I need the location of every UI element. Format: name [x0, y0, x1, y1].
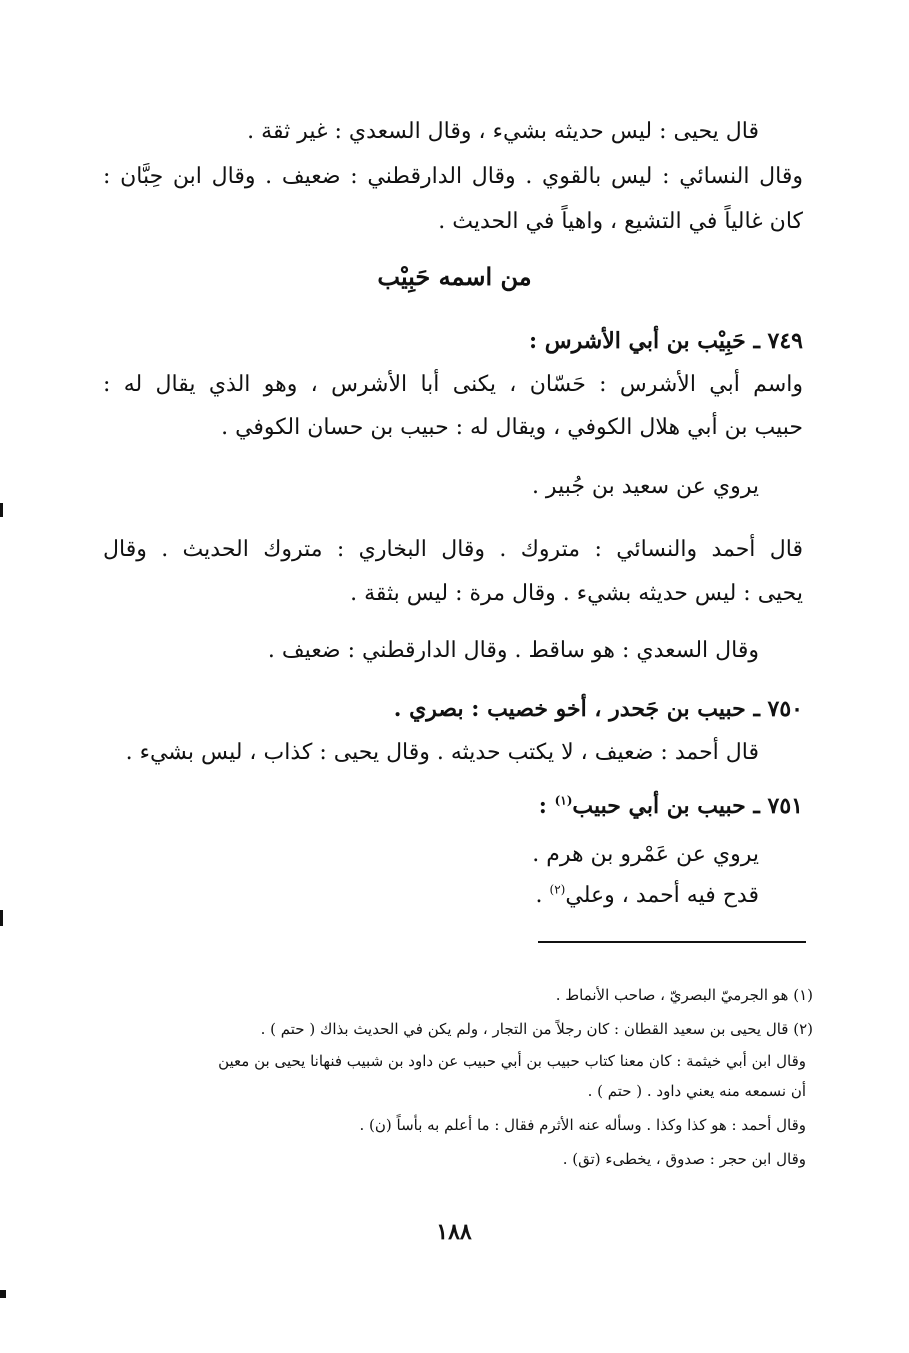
entry-749-line: قال أحمد والنسائي : متروك . وقال البخاري : متروك الحديث . وقال	[103, 537, 803, 562]
entry-751-line: قدح فيه أحمد ، وعلي$^{(٢)}$ .	[535, 882, 759, 908]
page-number: ١٨٨	[436, 1219, 472, 1245]
entry-750-line: قال أحمد : ضعيف ، لا يكتب حديثه . وقال يحيى : كذاب ، ليس بشيء .	[125, 740, 759, 765]
footnote-ref-1[interactable]: (١)	[554, 793, 573, 808]
entry-749-line: وقال السعدي : هو ساقط . وقال الدارقطني : ضعيف .	[267, 638, 759, 663]
footnote: وقال أحمد : هو كذا وكذا . وسأله عنه الأثرم فقال : ما أعلم به بأساً (ن) .	[359, 1116, 806, 1134]
footnote: أن نسمعه منه يعني داود . ( حتم ) .	[587, 1082, 806, 1100]
section-heading: من اسمه حَبِيْب	[377, 262, 532, 291]
body-line: وقال النسائي : ليس بالقوي . وقال الدارقطني : ضعيف . وقال ابن حِبَّان :	[103, 164, 803, 189]
footnote-separator	[538, 941, 806, 943]
entry-749-line: حبيب بن أبي هلال الكوفي ، ويقال له : حبيب بن حسان الكوفي .	[221, 415, 803, 440]
entry-749-heading: ٧٤٩ ـ حَبِيْب بن أبي الأشرس :	[529, 328, 803, 354]
footnote: وقال ابن حجر : صدوق ، يخطىء (تق) .	[562, 1150, 806, 1168]
footnote: (٢) قال يحيى بن سعيد القطان : كان رجلاً من التجار ، ولم يكن في الحديث بذاك ( حتم ) .	[260, 1020, 813, 1038]
entry-750-heading: ٧٥٠ ـ حبيب بن جَحدر ، أخو خصيب : بصري .	[393, 696, 803, 722]
entry-749-line: يحيى : ليس حديثه بشيء . وقال مرة : ليس بثقة .	[350, 581, 803, 606]
body-line: قال يحيى : ليس حديثه بشيء ، وقال السعدي : غير ثقة .	[247, 119, 759, 144]
entry-751-line: يروي عن عَمْرو بن هرم .	[532, 842, 759, 867]
entry-749-line: واسم أبي الأشرس : حَسّان ، يكنى أبا الأشرس ، وهو الذي يقال له :	[103, 372, 803, 397]
footnote-ref-2[interactable]: (٢)	[549, 882, 566, 897]
footnote: وقال ابن أبي خيثمة : كان معنا كتاب حبيب بن أبي حبيب عن داود بن شبيب فنهانا يحيى بن معين	[218, 1052, 806, 1070]
scan-edge-mark	[0, 503, 3, 517]
entry-749-line: يروي عن سعيد بن جُبير .	[531, 474, 759, 499]
entry-751-heading: ٧٥١ ـ حبيب بن أبي حبيب$^{(١)}$ :	[538, 793, 803, 819]
body-line: كان غالياً في التشيع ، واهياً في الحديث .	[438, 209, 803, 234]
footnote: (١) هو الجرميّ البصريّ ، صاحب الأنماط .	[555, 986, 813, 1004]
scan-edge-mark	[0, 1290, 6, 1298]
scan-edge-mark	[0, 910, 3, 926]
